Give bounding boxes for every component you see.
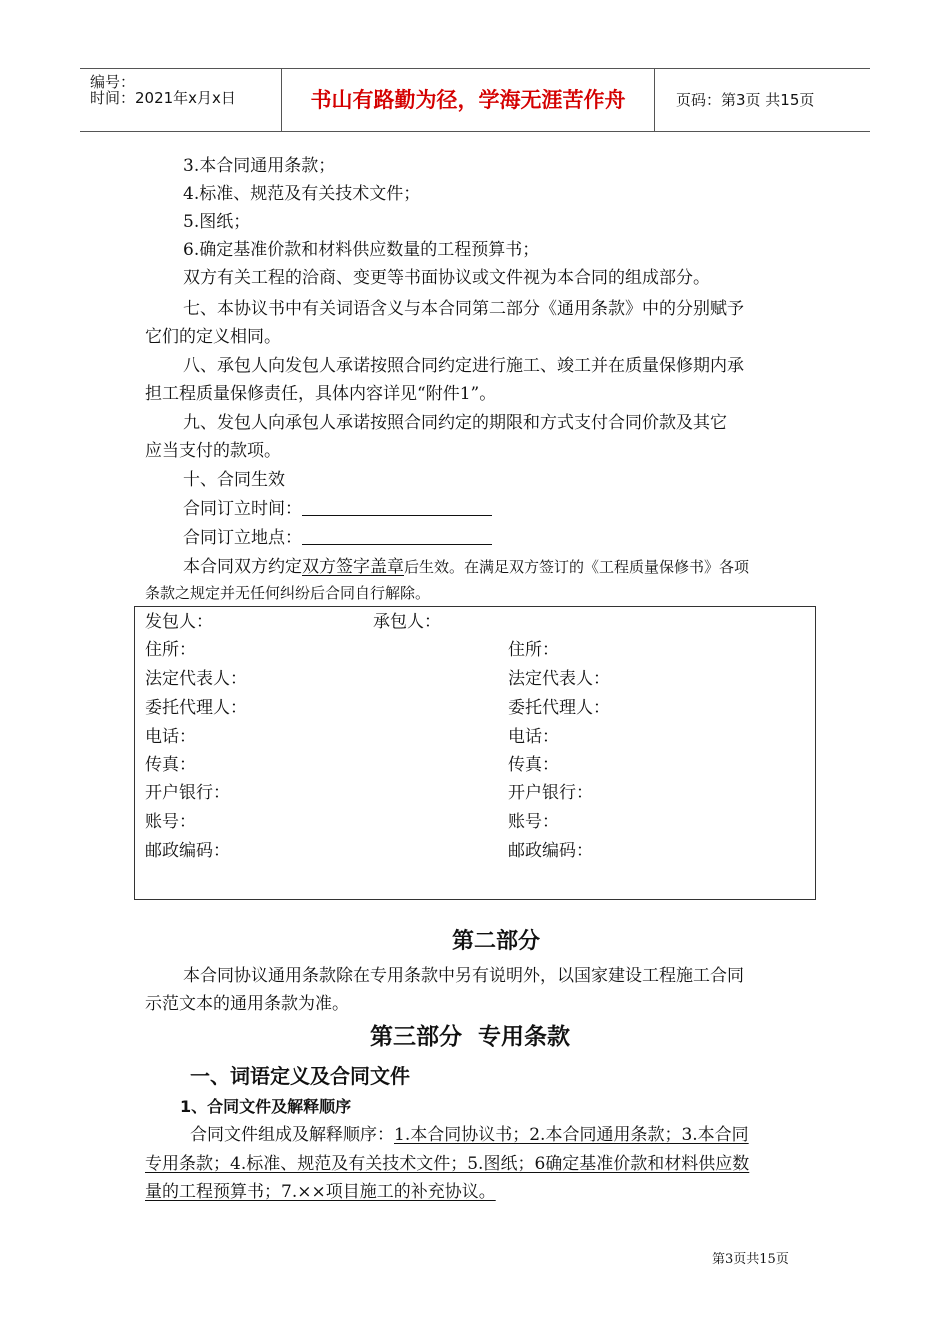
sign-time-label: 合同订立时间：	[183, 499, 302, 519]
clause-8-line-2: 担工程质量保修责任，具体内容详见“附件1”。	[145, 384, 497, 404]
contract-docs-prefix: 合同文件组成及解释顺序：	[190, 1125, 394, 1145]
list-item: 3.本合同通用条款；	[183, 156, 336, 176]
clause-9-line-1: 九、发包人向承包人承诺按照合同约定的期限和方式支付合同价款及其它	[183, 413, 727, 433]
employer-bank-label: 开户银行：	[145, 783, 230, 803]
contractor-postcode-label: 邮政编码：	[508, 841, 593, 861]
employer-address-label: 住所：	[145, 640, 196, 660]
clause-7-line-1: 七、本协议书中有关词语含义与本合同第二部分《通用条款》中的分别赋予	[183, 299, 744, 319]
part-3-title: 第三部分 专用条款	[370, 1024, 571, 1050]
effect-line-1	[183, 553, 749, 581]
contract-docs-list-1: 1.本合同协议书；2.本合同通用条款；3.本合同	[394, 1125, 749, 1145]
page-footer: 第3页共15页	[712, 1252, 789, 1267]
contract-docs-line-1	[190, 1121, 749, 1149]
contractor-account-label: 账号：	[508, 812, 559, 832]
part-2-line-1: 本合同协议通用条款除在专用条款中另有说明外，以国家建设工程施工合同	[183, 966, 744, 986]
employer-legal-rep-label: 法定代表人：	[145, 669, 247, 689]
contractor-address-label: 住所：	[508, 640, 559, 660]
header-page-label: 页码：第3页 共15页	[676, 91, 815, 109]
list-item: 5.图纸；	[183, 212, 251, 232]
clause-8-line-1: 八、承包人向发包人承诺按照合同约定进行施工、竣工并在质量保修期内承	[183, 356, 744, 376]
list-item: 双方有关工程的洽商、变更等书面协议或文件视为本合同的组成部分。	[183, 268, 710, 288]
employer-label: 发包人：	[145, 612, 213, 632]
list-item: 4.标准、规范及有关技术文件；	[183, 184, 421, 204]
sign-time-blank[interactable]	[302, 497, 492, 516]
effect-underlined: 双方签字盖章	[302, 557, 404, 577]
effect-suffix: 后生效。在满足双方签订的《工程质量保修书》各项	[404, 558, 750, 576]
section-1-heading: 一、词语定义及合同文件	[190, 1064, 410, 1088]
sign-time-row	[183, 495, 492, 523]
clause-7-line-2: 它们的定义相同。	[145, 327, 281, 347]
clause-10: 十、合同生效	[183, 470, 285, 490]
sign-place-label: 合同订立地点：	[183, 528, 302, 548]
contractor-fax-label: 传真：	[508, 755, 559, 775]
employer-phone-label: 电话：	[145, 727, 196, 747]
header-motto: 书山有路勤为径，学海无涯苦作舟	[281, 69, 655, 131]
sign-place-blank[interactable]	[302, 526, 492, 545]
employer-fax-label: 传真：	[145, 755, 196, 775]
contractor-label: 承包人：	[373, 612, 441, 632]
contract-docs-line-3: 量的工程预算书；7.××项目施工的补充协议。	[145, 1182, 496, 1202]
contractor-agent-label: 委托代理人：	[508, 698, 610, 718]
list-item: 6.确定基准价款和材料供应数量的工程预算书；	[183, 240, 540, 260]
sign-place-row	[183, 524, 492, 552]
contractor-legal-rep-label: 法定代表人：	[508, 669, 610, 689]
part-2-line-2: 示范文本的通用条款为准。	[145, 994, 349, 1014]
document-time-label: 时间：2021年x月x日	[90, 89, 236, 107]
subsection-1-heading: 1、合同文件及解释顺序	[180, 1097, 352, 1116]
contractor-phone-label: 电话：	[508, 727, 559, 747]
employer-agent-label: 委托代理人：	[145, 698, 247, 718]
header-meta	[80, 69, 280, 131]
document-number-label: 编号：	[90, 73, 136, 91]
clause-9-line-2: 应当支付的款项。	[145, 441, 281, 461]
part-2-title: 第二部分	[452, 929, 541, 954]
effect-prefix: 本合同双方约定	[183, 557, 302, 577]
contract-docs-line-2: 专用条款；4.标准、规范及有关技术文件；5.图纸；6确定基准价款和材料供应数	[145, 1154, 750, 1174]
header-page-number	[664, 69, 870, 131]
contractor-bank-label: 开户银行：	[508, 783, 593, 803]
signature-box	[134, 606, 816, 900]
employer-postcode-label: 邮政编码：	[145, 841, 230, 861]
employer-account-label: 账号：	[145, 812, 196, 832]
effect-line-2: 条款之规定并无任何纠纷后合同自行解除。	[145, 584, 431, 602]
page-header	[80, 68, 870, 132]
